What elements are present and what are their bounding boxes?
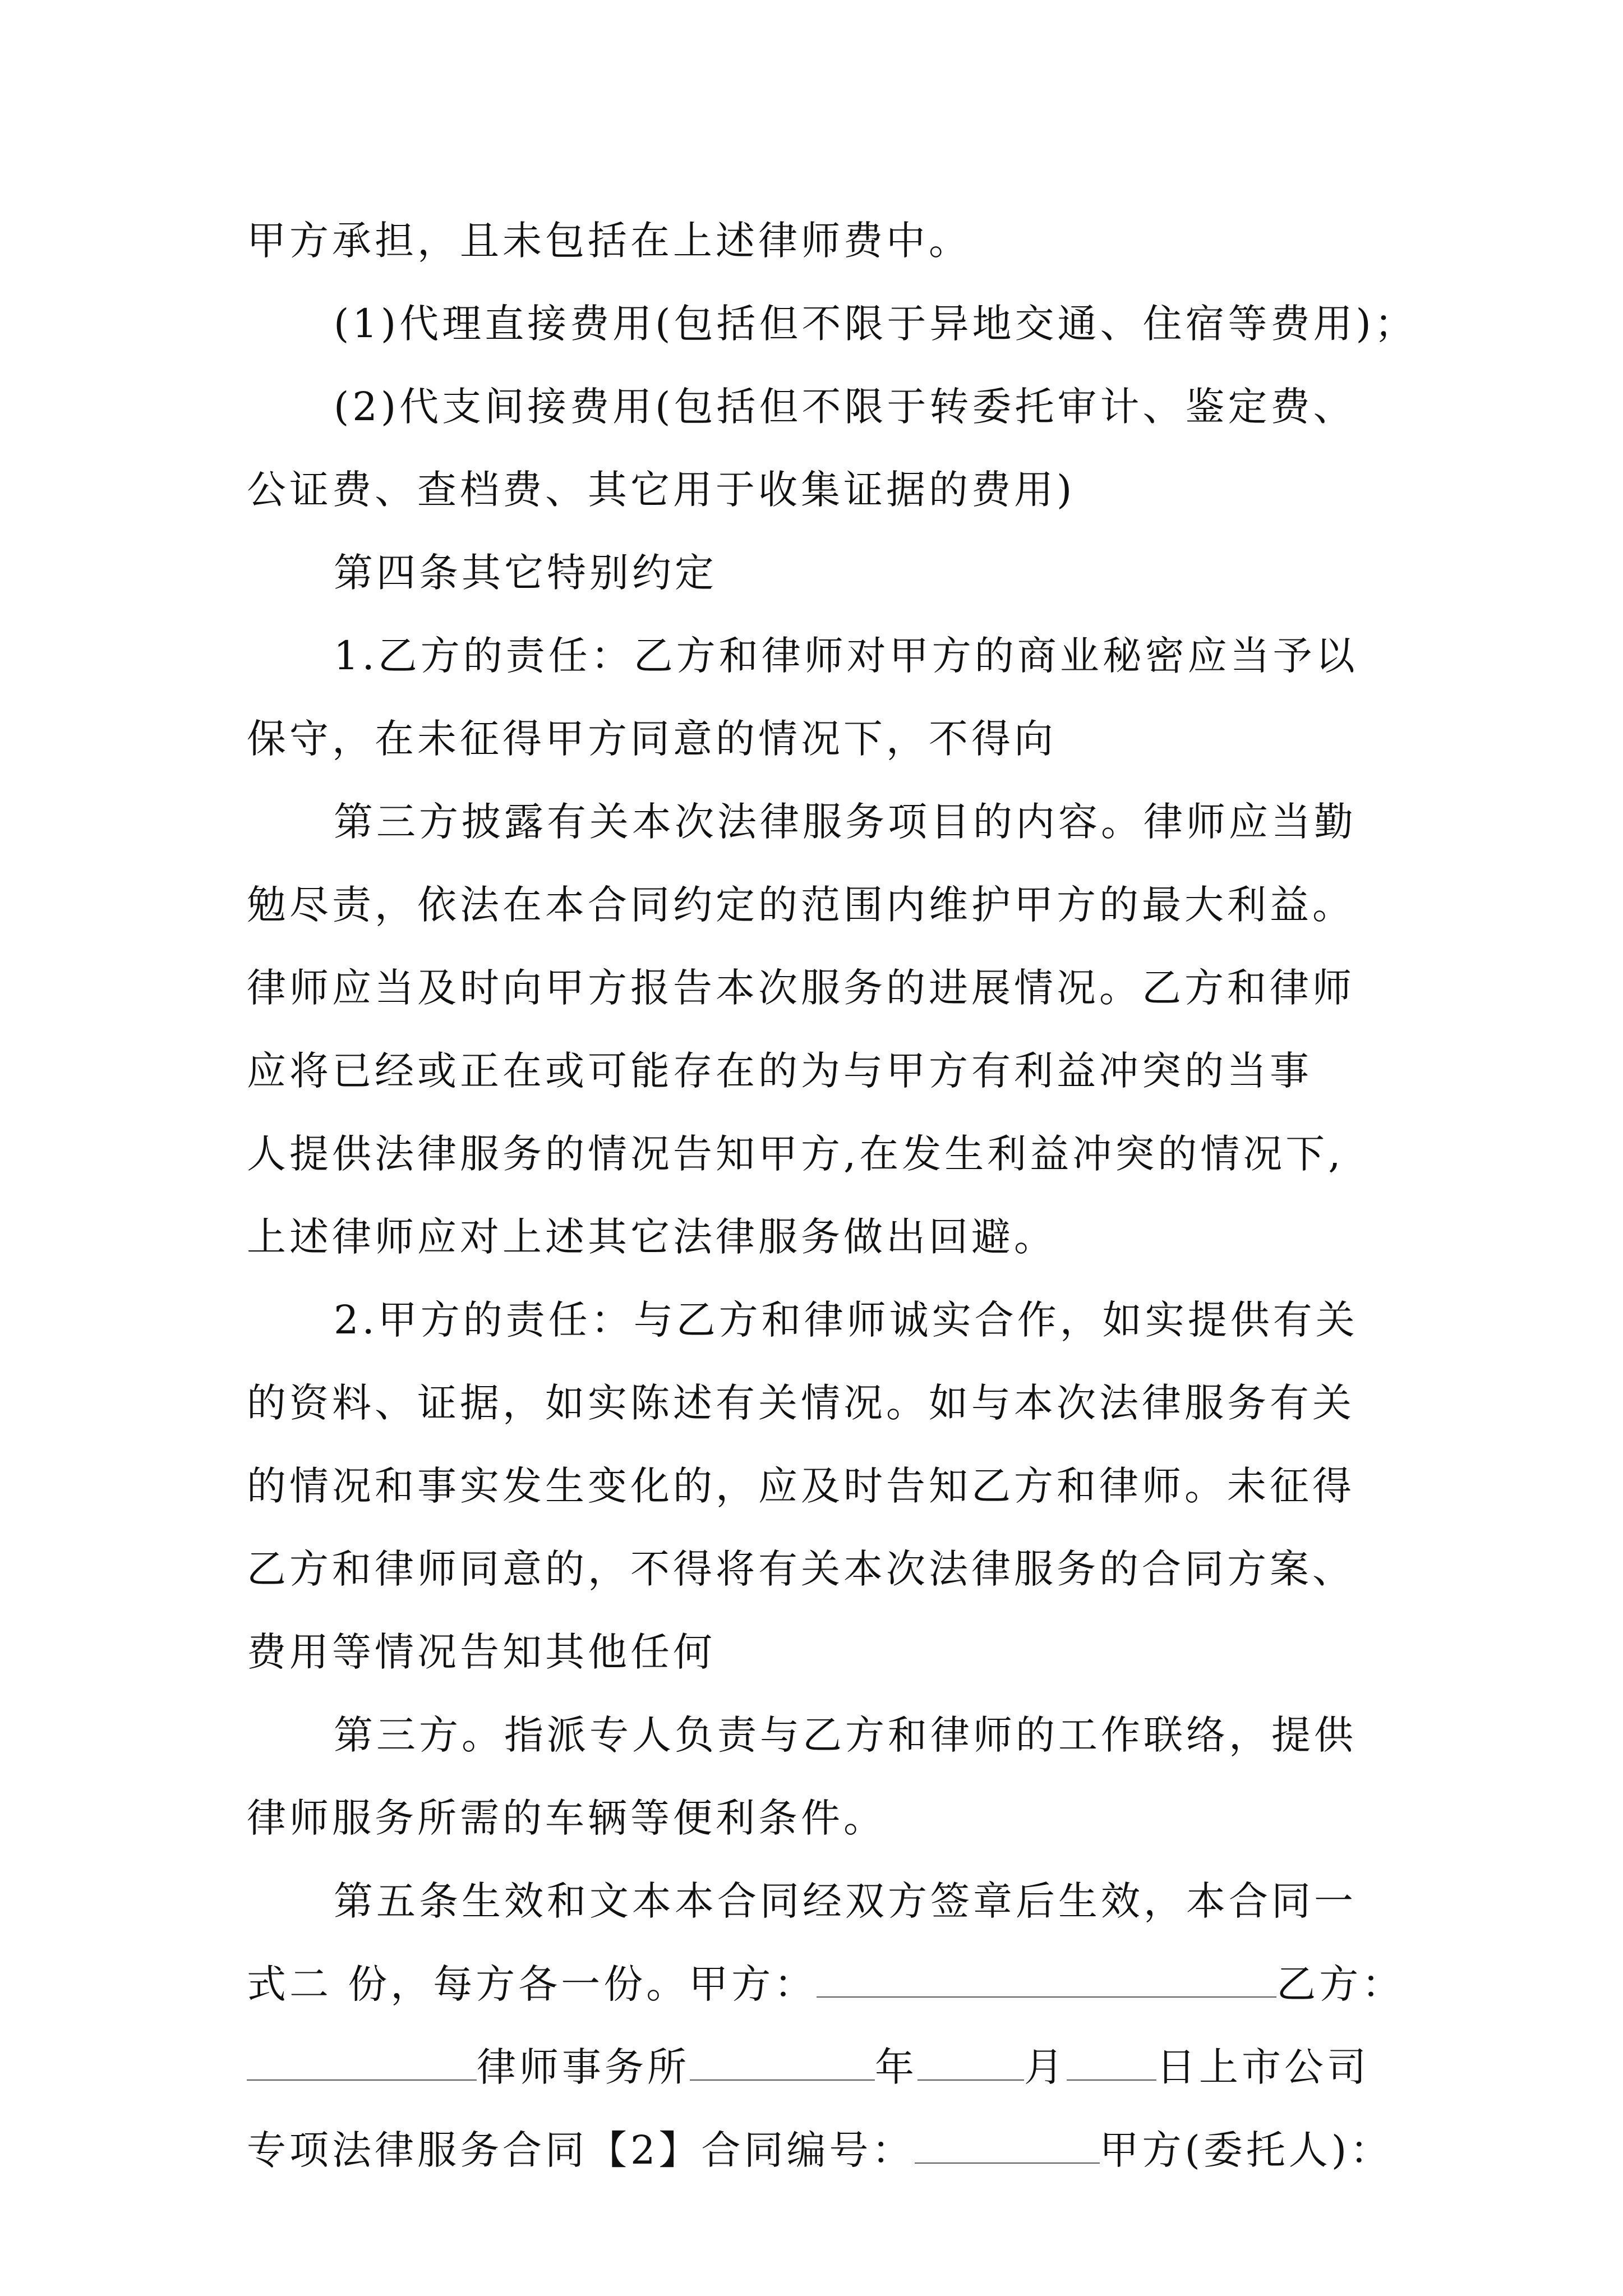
paragraph-line: 公证费、查档费、其它用于收集证据的费用) xyxy=(247,467,1076,513)
party-b-blank[interactable] xyxy=(247,2046,477,2081)
signature-text: 日上市公司 xyxy=(1156,2044,1370,2090)
year-blank[interactable] xyxy=(690,2046,875,2081)
signature-text: 专项法律服务合同【2】合同编号： xyxy=(247,2127,915,2173)
signature-line xyxy=(247,2026,1402,2109)
document-body xyxy=(247,199,1417,2192)
section-heading: 第四条其它特别约定 xyxy=(334,550,717,596)
paragraph-line: 第三方。指派专人负责与乙方和律师的工作联络，提供 xyxy=(334,1712,1357,1758)
paragraph-line: (1)代理直接费用(包括但不限于异地交通、住宿等费用)； xyxy=(334,301,1417,347)
section-heading: 第五条生效和文本本合同经双方签章后生效，本合同一 xyxy=(334,1878,1357,1924)
signature-text: 式二 份，每方各一份。甲方： xyxy=(247,1961,817,2007)
signature-line xyxy=(247,1943,1405,2026)
signature-text: 年 xyxy=(875,2044,917,2090)
paragraph-line: 律师应当及时向甲方报告本次服务的进展情况。乙方和律师 xyxy=(247,965,1355,1011)
paragraph-line: 甲方承担，且未包括在上述律师费中。 xyxy=(247,218,971,264)
paragraph-line: 上述律师应对上述其它法律服务做出回避。 xyxy=(247,1214,1057,1260)
paragraph-line: 的情况和事实发生变化的，应及时告知乙方和律师。未征得 xyxy=(247,1463,1355,1509)
party-a-blank[interactable] xyxy=(817,1963,1276,1998)
paragraph-line: 2.甲方的责任：与乙方和律师诚实合作，如实提供有关 xyxy=(334,1297,1358,1343)
month-blank[interactable] xyxy=(917,2046,1024,2081)
paragraph-line: 应将已经或正在或可能存在的为与甲方有利益冲突的当事 xyxy=(247,1048,1312,1094)
signature-line xyxy=(247,2109,1402,2192)
paragraph-line: (2)代支间接费用(包括但不限于转委托审计、鉴定费、 xyxy=(334,384,1356,430)
signature-text: 乙方： xyxy=(1276,1961,1405,2007)
paragraph-line: 的资料、证据，如实陈述有关情况。如与本次法律服务有关 xyxy=(247,1380,1355,1426)
day-blank[interactable] xyxy=(1067,2046,1156,2081)
signature-text: 月 xyxy=(1024,2044,1067,2090)
paragraph-line: 1.乙方的责任：乙方和律师对甲方的商业秘密应当予以 xyxy=(334,633,1358,679)
paragraph-line: 勉尽责，依法在本合同约定的范围内维护甲方的最大利益。 xyxy=(247,882,1355,928)
contract-number-blank[interactable] xyxy=(915,2129,1100,2164)
paragraph-line: 人提供法律服务的情况告知甲方,在发生利益冲突的情况下, xyxy=(247,1131,1344,1177)
paragraph-line: 乙方和律师同意的，不得将有关本次法律服务的合同方案、 xyxy=(247,1546,1355,1592)
paragraph-line: 律师服务所需的车辆等便利条件。 xyxy=(247,1795,886,1841)
paragraph-line: 第三方披露有关本次法律服务项目的内容。律师应当勤 xyxy=(334,799,1357,845)
signature-text: 律师事务所 xyxy=(477,2044,690,2090)
paragraph-line: 保守，在未征得甲方同意的情况下，不得向 xyxy=(247,716,1057,762)
paragraph-line: 费用等情况告知其他任何 xyxy=(247,1629,716,1675)
signature-text: 甲方(委托人)： xyxy=(1099,2127,1393,2173)
